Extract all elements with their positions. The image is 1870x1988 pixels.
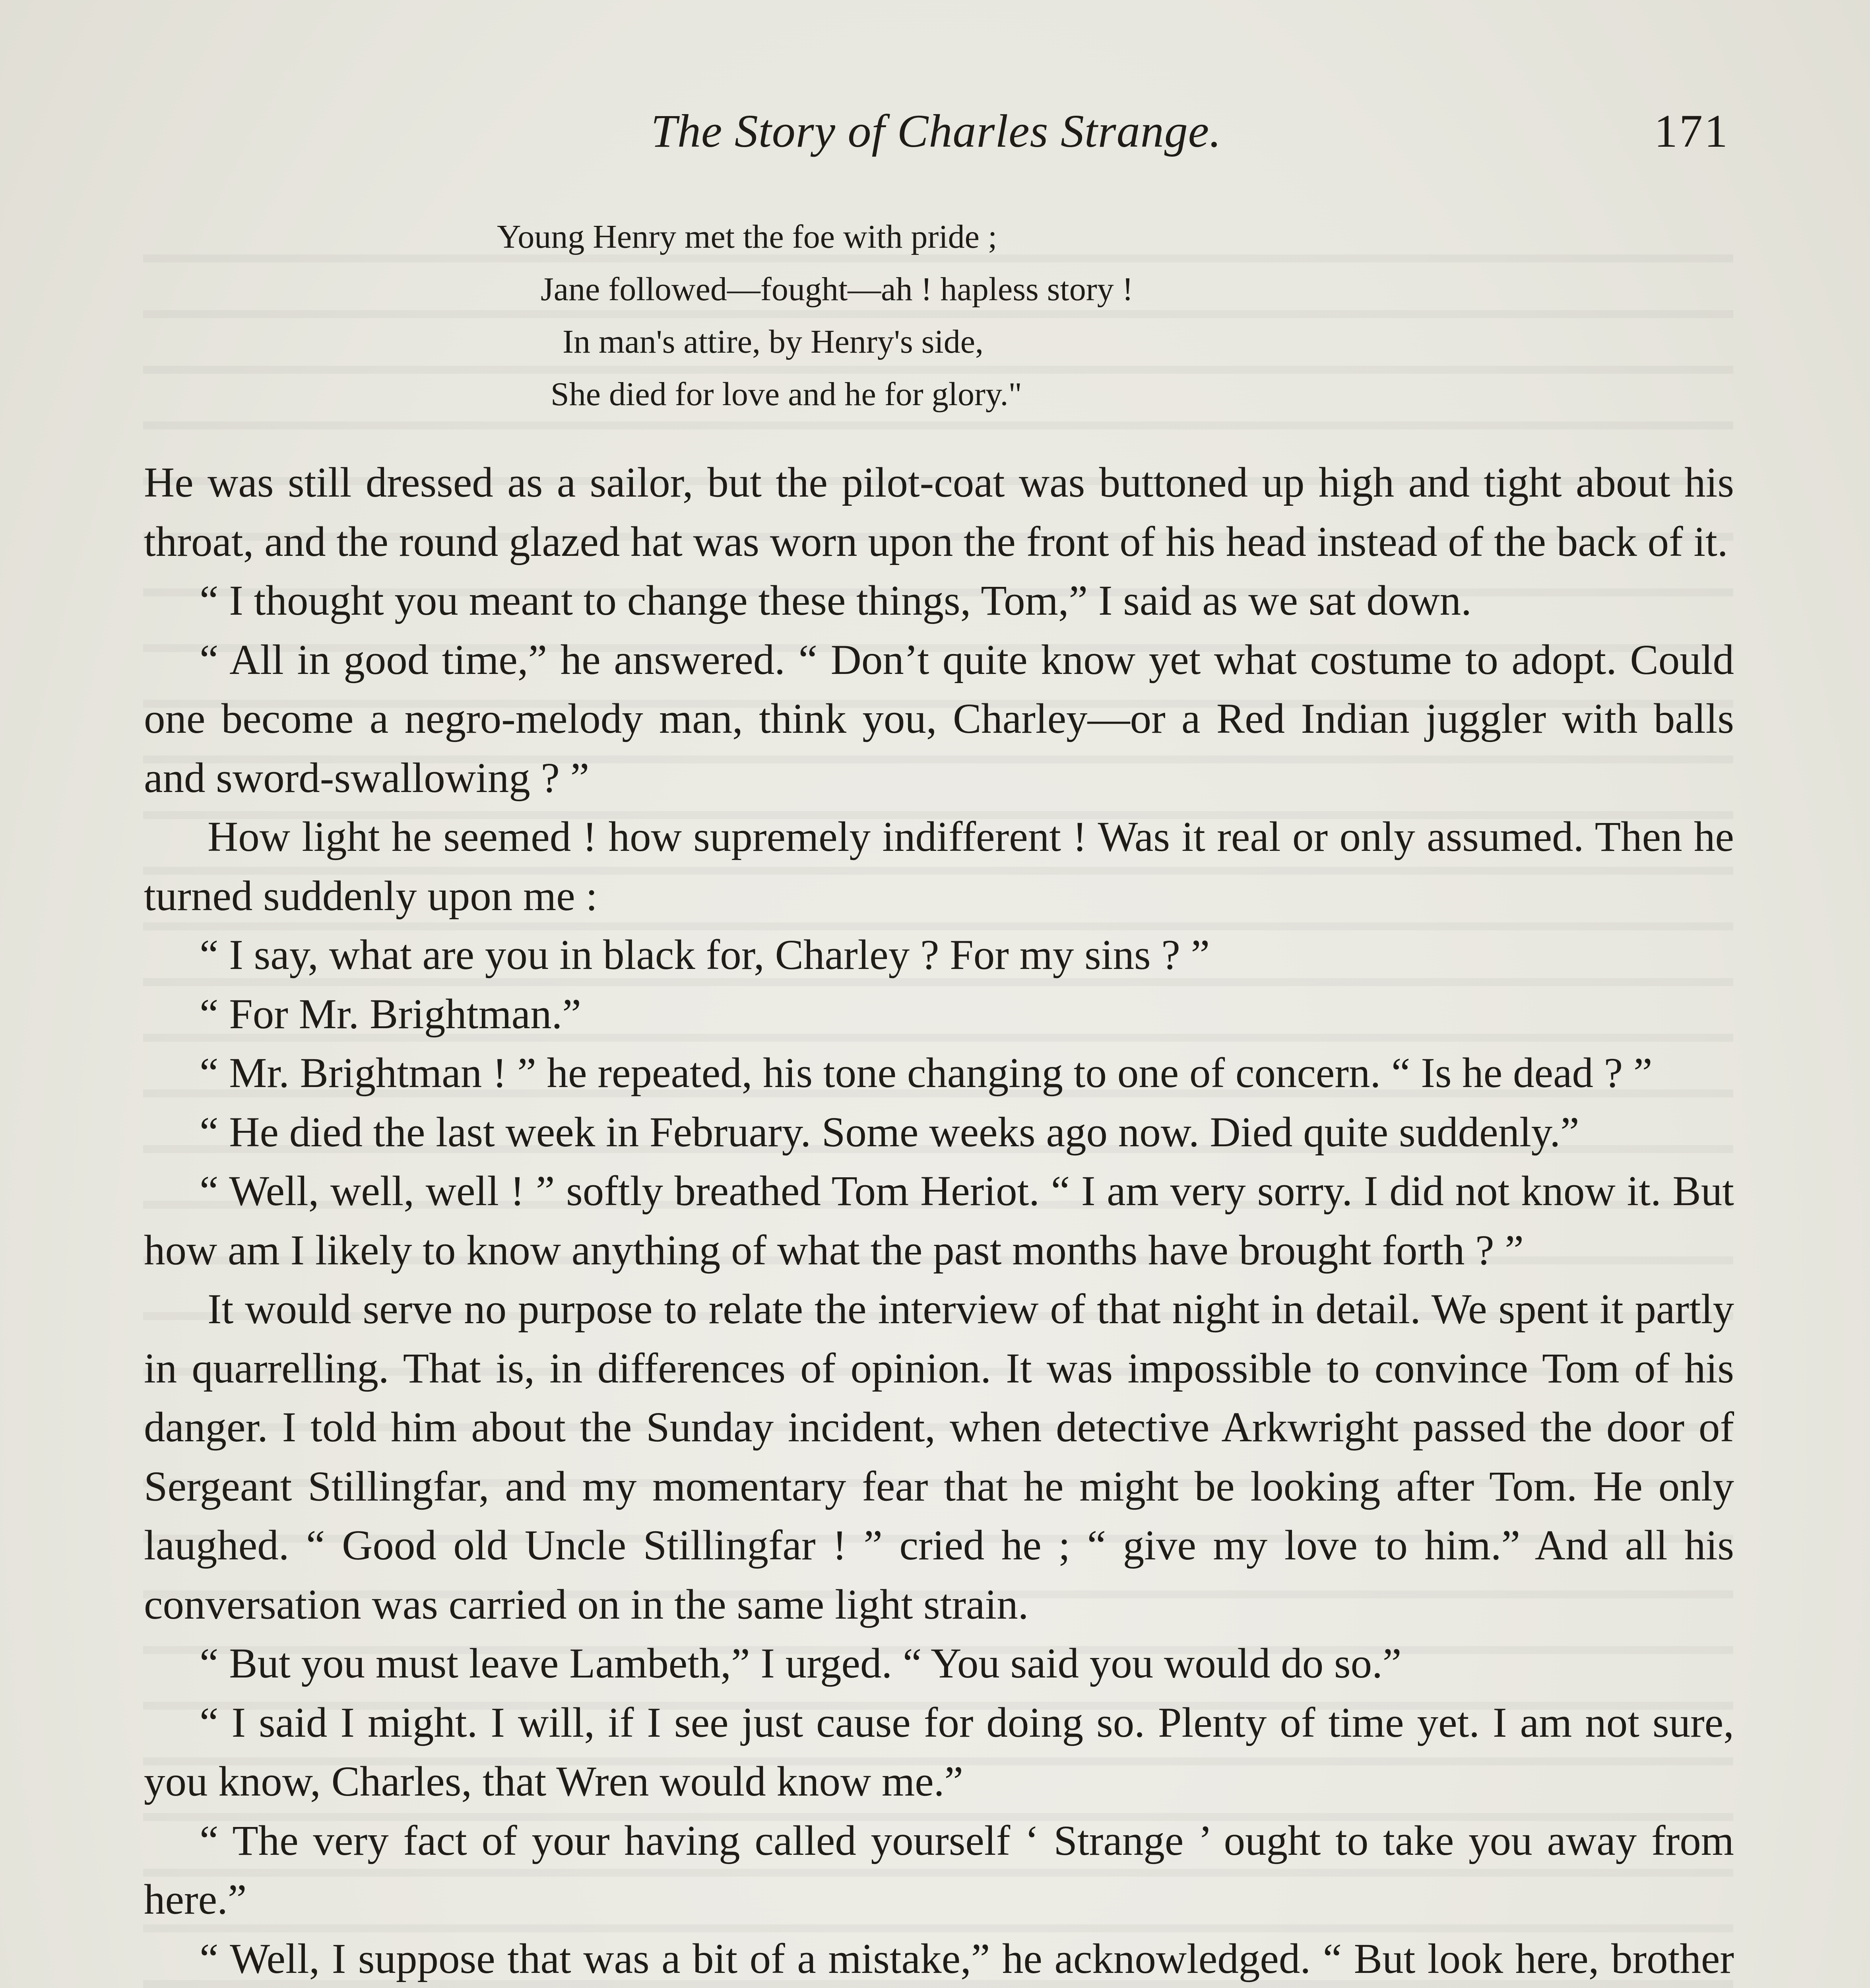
paragraph: “ I thought you meant to change these things, Tom,” I said as we sat down. [200,577,1472,624]
body-text [144,453,1734,1988]
paragraph: “ Well, well, well ! ” softly breathed Tom Heriot. “ I am very sorry. I did not know it. But how am I likely to know anything of what the past months have brought forth ? ” [144,1168,1734,1274]
verse-quote [398,211,1431,421]
running-title: The Story of Charles Strange. [651,105,1222,157]
paragraph: “ But you must leave Lambeth,” I urged. “ You said you would do so.” [200,1640,1402,1687]
paragraph: “ The very fact of your having called yourself ‘ Strange ’ ought to take you away from here.” [144,1817,1734,1923]
verse-line: Jane followed—fought—ah ! hapless story ! [541,271,1133,308]
paragraph: “ I say, what are you in black for, Charley ? For my sins ? ” [200,932,1210,978]
paragraph: “ For Mr. Brightman.” [200,990,581,1038]
paragraph: “ All in good time,” he answered. “ Don’t quite know yet what costume to adopt. Could one become a negro-melody man, think you, Charley—or a Red Indian juggler with balls and sword-swallowing ? ” [144,636,1734,802]
paragraph: It would serve no purpose to relate the interview of that night in detail. We spent it partly in quarrelling. That is, in differences of opinion. It was impossible to convince Tom of his danger. I told him about the Sunday incident, when detective Arkwright passed the door of Sergeant Stillingfar, and my momentary fear that he might be looking after Tom. He only laughed. “ Good old Uncle Stillingfar ! ” cried he ; “ give my love to him.” And all his conversation was carried on in the same light strain. [144,1286,1734,1628]
page-number: 171 [1654,105,1729,157]
paragraph: “ Mr. Brightman ! ” he repeated, his tone changing to one of concern. “ Is he dead ? ” [200,1050,1653,1097]
paragraph: “ He died the last week in February. Some weeks ago now. Died quite suddenly.” [200,1109,1579,1156]
paragraph: “ I said I might. I will, if I see just cause for doing so. Plenty of time yet. I am not sure, you know, Charles, that Wren would know me.” [144,1699,1734,1805]
verse-line: She died for love and he for glory." [551,376,1022,413]
paragraph: “ Well, I suppose that was a bit of a mistake,” he acknowledged. “ But look here, brother [200,1935,1734,1982]
running-head [143,99,1729,163]
verse-line: In man's attire, by Henry's side, [563,323,984,360]
paragraph: He was still dressed as a sailor, but the pilot-coat was buttoned up high and tight about his throat, and the round glazed hat was worn upon the front of his head instead of the back of it. [144,459,1734,565]
verse-line: Young Henry met the foe with pride ; [497,218,997,255]
paragraph: How light he seemed ! how supremely indifferent ! Was it real or only assumed. Then he turned suddenly upon me : [144,813,1734,920]
